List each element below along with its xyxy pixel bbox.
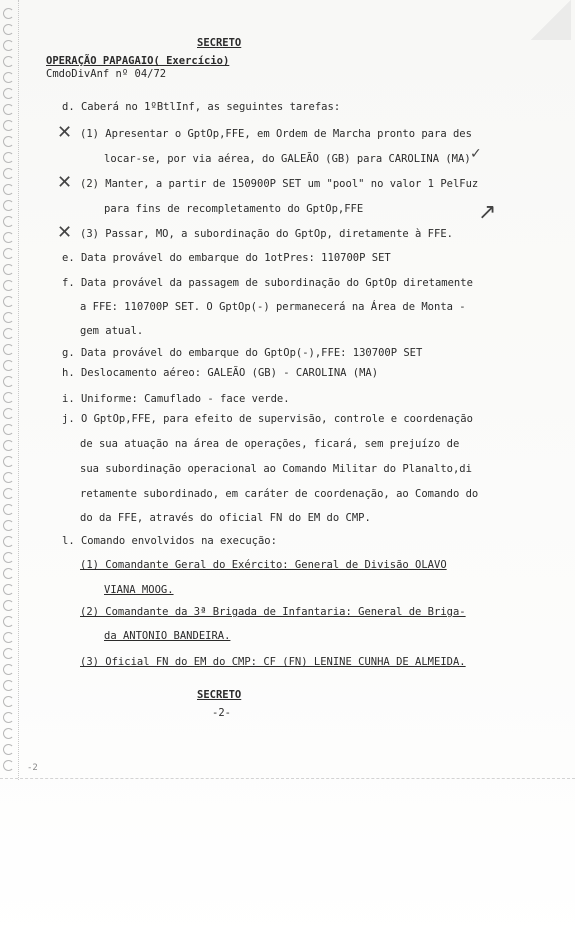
spiral-ring <box>3 632 14 643</box>
item-f: f. Data provável da passagem de subordinação do GptOp diretamente <box>62 277 473 289</box>
spiral-ring <box>3 344 14 355</box>
spiral-ring <box>3 504 14 515</box>
item-e: e. Data provável do embarque do 1otPres: 110700P SET <box>62 252 391 264</box>
spiral-ring <box>3 472 14 483</box>
spiral-ring <box>3 712 14 723</box>
spiral-ring <box>3 360 14 371</box>
spiral-ring <box>3 728 14 739</box>
spiral-ring <box>3 40 14 51</box>
spiral-ring <box>3 184 14 195</box>
spiral-ring <box>3 392 14 403</box>
spiral-ring <box>3 136 14 147</box>
spiral-ring <box>3 312 14 323</box>
page-number: -2- <box>212 707 231 719</box>
item-f-line3: gem atual. <box>80 325 144 337</box>
item-d1-cont: locar-se, por via aérea, do GALEÃO (GB) para CAROLINA (MA) <box>104 153 471 165</box>
spiral-ring <box>3 680 14 691</box>
item-i: i. Uniforme: Camuflado - face verde. <box>62 393 290 405</box>
item-d3: (3) Passar, MO, a subordinação do GptOp, diretamente à FFE. <box>80 228 453 240</box>
item-h: h. Deslocamento aéreo: GALEÃO (GB) - CAROLINA (MA) <box>62 367 379 379</box>
spiral-ring <box>3 568 14 579</box>
item-l2: (2) Comandante da 3ª Brigada de Infantaria: General de Briga- <box>80 606 466 618</box>
spiral-binding <box>0 0 19 780</box>
item-g: g. Data provável do embarque do GptOp(-),FFE: 130700P SET <box>62 347 423 359</box>
spiral-ring <box>3 104 14 115</box>
spiral-ring <box>3 8 14 19</box>
handwritten-x-icon: ✕ <box>57 222 73 243</box>
spiral-ring <box>3 744 14 755</box>
spiral-ring <box>3 248 14 259</box>
spiral-ring <box>3 24 14 35</box>
spiral-ring <box>3 264 14 275</box>
spiral-ring <box>3 520 14 531</box>
item-d1: (1) Apresentar o GptOp,FFE, em Ordem de Marcha pronto para des <box>80 128 472 140</box>
spiral-ring <box>3 696 14 707</box>
spiral-ring <box>3 56 14 67</box>
spiral-ring <box>3 552 14 563</box>
spiral-ring <box>3 616 14 627</box>
spiral-ring <box>3 152 14 163</box>
spiral-ring <box>3 600 14 611</box>
spiral-ring <box>3 280 14 291</box>
handwritten-check-icon: ✓ <box>470 146 482 162</box>
spiral-ring <box>3 216 14 227</box>
item-l: l. Comando envolvidos na execução: <box>62 535 277 547</box>
item-f-line2: a FFE: 110700P SET. O GptOp(-) permanecerá na Área de Monta - <box>80 301 466 313</box>
classification-bottom: SECRETO <box>197 689 242 701</box>
handwritten-arrow-icon: ↗ <box>478 200 497 225</box>
spiral-ring <box>3 376 14 387</box>
spiral-ring <box>3 584 14 595</box>
document-reference: CmdoDivAnf nº 04/72 <box>46 68 167 80</box>
corner-page-mark: -2 <box>27 763 38 773</box>
spiral-ring <box>3 408 14 419</box>
handwritten-x-icon: ✕ <box>57 172 73 193</box>
spiral-ring <box>3 664 14 675</box>
item-d: d. Caberá no 1ºBtlInf, as seguintes tarefas: <box>62 101 341 113</box>
page-fold-line <box>0 778 575 779</box>
spiral-ring <box>3 536 14 547</box>
item-d2: (2) Manter, a partir de 150900P SET um "pool" no valor 1 PelFuz <box>80 178 479 190</box>
item-j-line4: retamente subordinado, em caráter de coordenação, ao Comando do <box>80 488 479 500</box>
item-d2-cont: para fins de recompletamento do GptOp,FFE <box>104 203 364 215</box>
spiral-ring <box>3 328 14 339</box>
spiral-ring <box>3 488 14 499</box>
spiral-ring <box>3 760 14 771</box>
spiral-ring <box>3 424 14 435</box>
spiral-ring <box>3 120 14 131</box>
spiral-ring <box>3 648 14 659</box>
item-j-line2: de sua atuação na área de operações, ficará, sem prejuízo de <box>80 438 460 450</box>
operation-title: OPERAÇÃO PAPAGAIO( Exercício) <box>46 55 230 67</box>
spiral-ring <box>3 456 14 467</box>
spiral-ring <box>3 440 14 451</box>
item-l1: (1) Comandante Geral do Exército: General de Divisão OLAVO <box>80 559 447 571</box>
item-j-line5: do da FFE, através do oficial FN do EM do CMP. <box>80 512 371 524</box>
page-corner-shadow <box>531 0 571 40</box>
spiral-ring <box>3 232 14 243</box>
item-l2-cont: da ANTONIO BANDEIRA. <box>104 630 231 642</box>
spiral-ring <box>3 88 14 99</box>
item-j-line3: sua subordinação operacional ao Comando Militar do Planalto,di <box>80 463 472 475</box>
item-l1-cont: VIANA MOOG. <box>104 584 174 596</box>
spiral-ring <box>3 200 14 211</box>
classification-top: SECRETO <box>197 37 242 49</box>
spiral-ring <box>3 296 14 307</box>
spiral-ring <box>3 168 14 179</box>
spiral-ring <box>3 72 14 83</box>
item-j-line1: j. O GptOp,FFE, para efeito de supervisão, controle e coordenação <box>62 413 473 425</box>
item-l3: (3) Oficial FN do EM do CMP: CF (FN) LENINE CUNHA DE ALMEIDA. <box>80 656 466 668</box>
handwritten-x-icon: ✕ <box>57 122 73 143</box>
